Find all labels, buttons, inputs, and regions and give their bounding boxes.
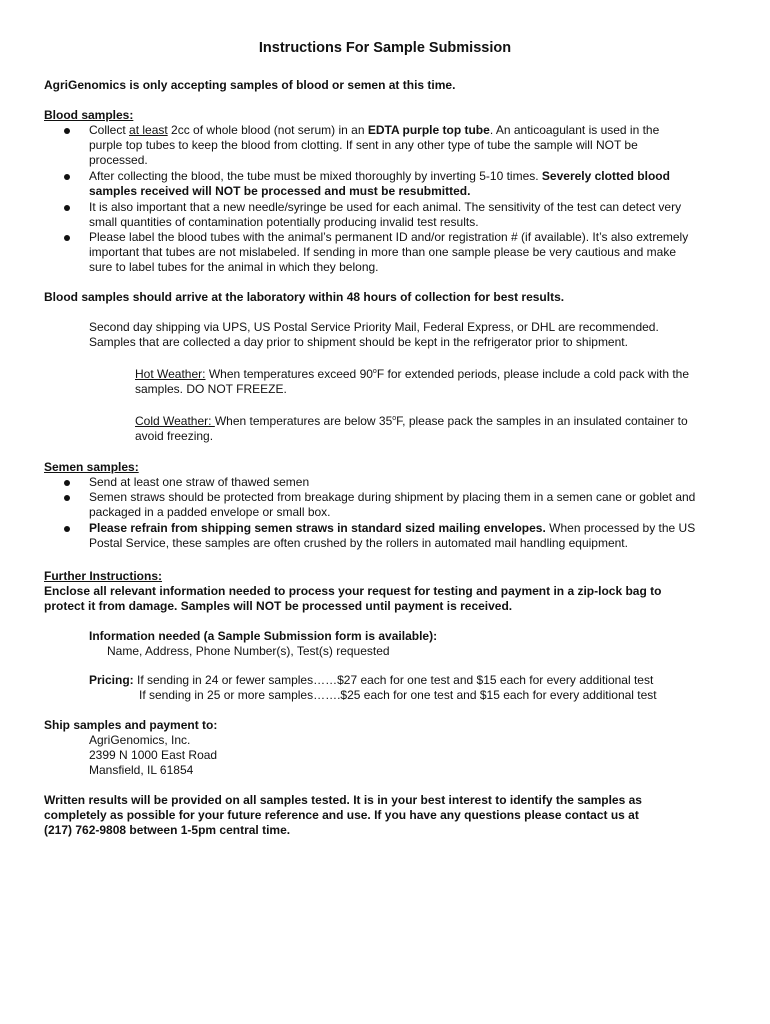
semen-heading: Semen samples: (44, 460, 139, 474)
shipping-line-1: Second day shipping via UPS, US Postal Service Priority Mail, Federal Express, or DHL are recommended. (89, 320, 659, 334)
ship-street: 2399 N 1000 East Road (89, 748, 218, 762)
blood-arrival-note: Blood samples should arrive at the laboratory within 48 hours of collection for best results. (44, 290, 565, 304)
blood-heading: Blood samples: (44, 108, 134, 122)
cold-weather-line-2: avoid freezing. (135, 429, 214, 443)
blood-bullet-2-line-2: samples received will NOT be processed and must be resubmitted. (89, 184, 471, 198)
blood-bullet-4-line-2: important that tubes are not mislabeled. If sending in more than one sample please be very cautious and make (89, 245, 677, 259)
further-line-2: protect it from damage. Samples will NOT be processed until payment is received. (44, 599, 513, 613)
ship-city: Mansfield, IL 61854 (89, 763, 194, 777)
blood-bullet-3-line-1: It is also important that a new needle/syringe be used for each animal. The sensitivity of the test can detect very (89, 200, 682, 214)
hot-weather-line-1: Hot Weather: When temperatures exceed 90$^o$F for extended periods, please include a cold pack with the (135, 367, 690, 381)
cold-weather-line-1: Cold Weather: When temperatures are below 35$^o$F, please pack the samples in an insulated container to (135, 414, 688, 428)
blood-bullet-2-line-1: After collecting the blood, the tube must be mixed thoroughly by inverting 5-10 times. Severely clotted blood (89, 169, 670, 183)
bullet-icon (64, 205, 70, 211)
info-detail: Name, Address, Phone Number(s), Test(s) requested (107, 644, 390, 658)
closing-line-2: completely as possible for your future reference and use. If you have any questions please contact us at (44, 808, 639, 822)
further-heading: Further Instructions: (44, 569, 163, 583)
hot-weather-line-2: samples. DO NOT FREEZE. (135, 382, 287, 396)
ship-company: AgriGenomics, Inc. (89, 733, 191, 747)
info-heading: Information needed (a Sample Submission form is available): (89, 629, 438, 643)
semen-bullet-2-line-1: Semen straws should be protected from breakage during shipment by placing them in a semen cane or goblet and (89, 490, 696, 504)
further-line-1: Enclose all relevant information needed to process your request for testing and payment in a zip-lock bag to (44, 584, 662, 598)
pricing-line-2: If sending in 25 or more samples…….$25 each for one test and $15 each for every additional test (139, 688, 657, 702)
pricing-line-1: Pricing: If sending in 24 or fewer samples……$27 each for one test and $15 each for every additional test (89, 673, 654, 687)
blood-bullet-3-line-2: small quantities of contamination potentially producing invalid test results. (89, 215, 479, 229)
intro-text: AgriGenomics is only accepting samples of blood or semen at this time. (44, 78, 456, 92)
bullet-icon (64, 495, 70, 501)
semen-bullet-3-line-2: Postal Service, these samples are often crushed by the rollers in automated mail handling equipment. (89, 536, 628, 550)
semen-bullet-2-line-2: packaged in a padded envelope or small box. (89, 505, 331, 519)
closing-line-3: (217) 762-9808 between 1-5pm central time. (44, 823, 291, 837)
bullet-icon (64, 128, 70, 134)
blood-bullet-1-line-3: processed. (89, 153, 148, 167)
blood-bullet-4-line-1: Please label the blood tubes with the animal’s permanent ID and/or registration # (if available). It’s also extremely (89, 230, 689, 244)
ship-heading: Ship samples and payment to: (44, 718, 218, 732)
shipping-line-2: Samples that are collected a day prior to shipment should be kept in the refrigerator prior to shipment. (89, 335, 628, 349)
semen-bullet-3-line-1: Please refrain from shipping semen straws in standard sized mailing envelopes. When processed by the US (89, 521, 696, 535)
closing-line-1: Written results will be provided on all samples tested. It is in your best interest to identify the samples as (44, 793, 642, 807)
blood-bullet-1-line-1: Collect at least 2cc of whole blood (not serum) in an EDTA purple top tube. An anticoagulant is used in the (89, 123, 660, 137)
bullet-icon (64, 174, 70, 180)
blood-bullet-1-line-2: purple top tubes to keep the blood from clotting. If sent in any other type of tube the sample will NOT be (89, 138, 638, 152)
bullet-icon (64, 235, 70, 241)
bullet-icon (64, 480, 70, 486)
blood-bullet-4-line-3: sure to label tubes for the animal in which they belong. (89, 260, 379, 274)
bullet-icon (64, 526, 70, 532)
page-title: Instructions For Sample Submission (258, 40, 512, 56)
semen-bullet-1: Send at least one straw of thawed semen (89, 475, 310, 489)
